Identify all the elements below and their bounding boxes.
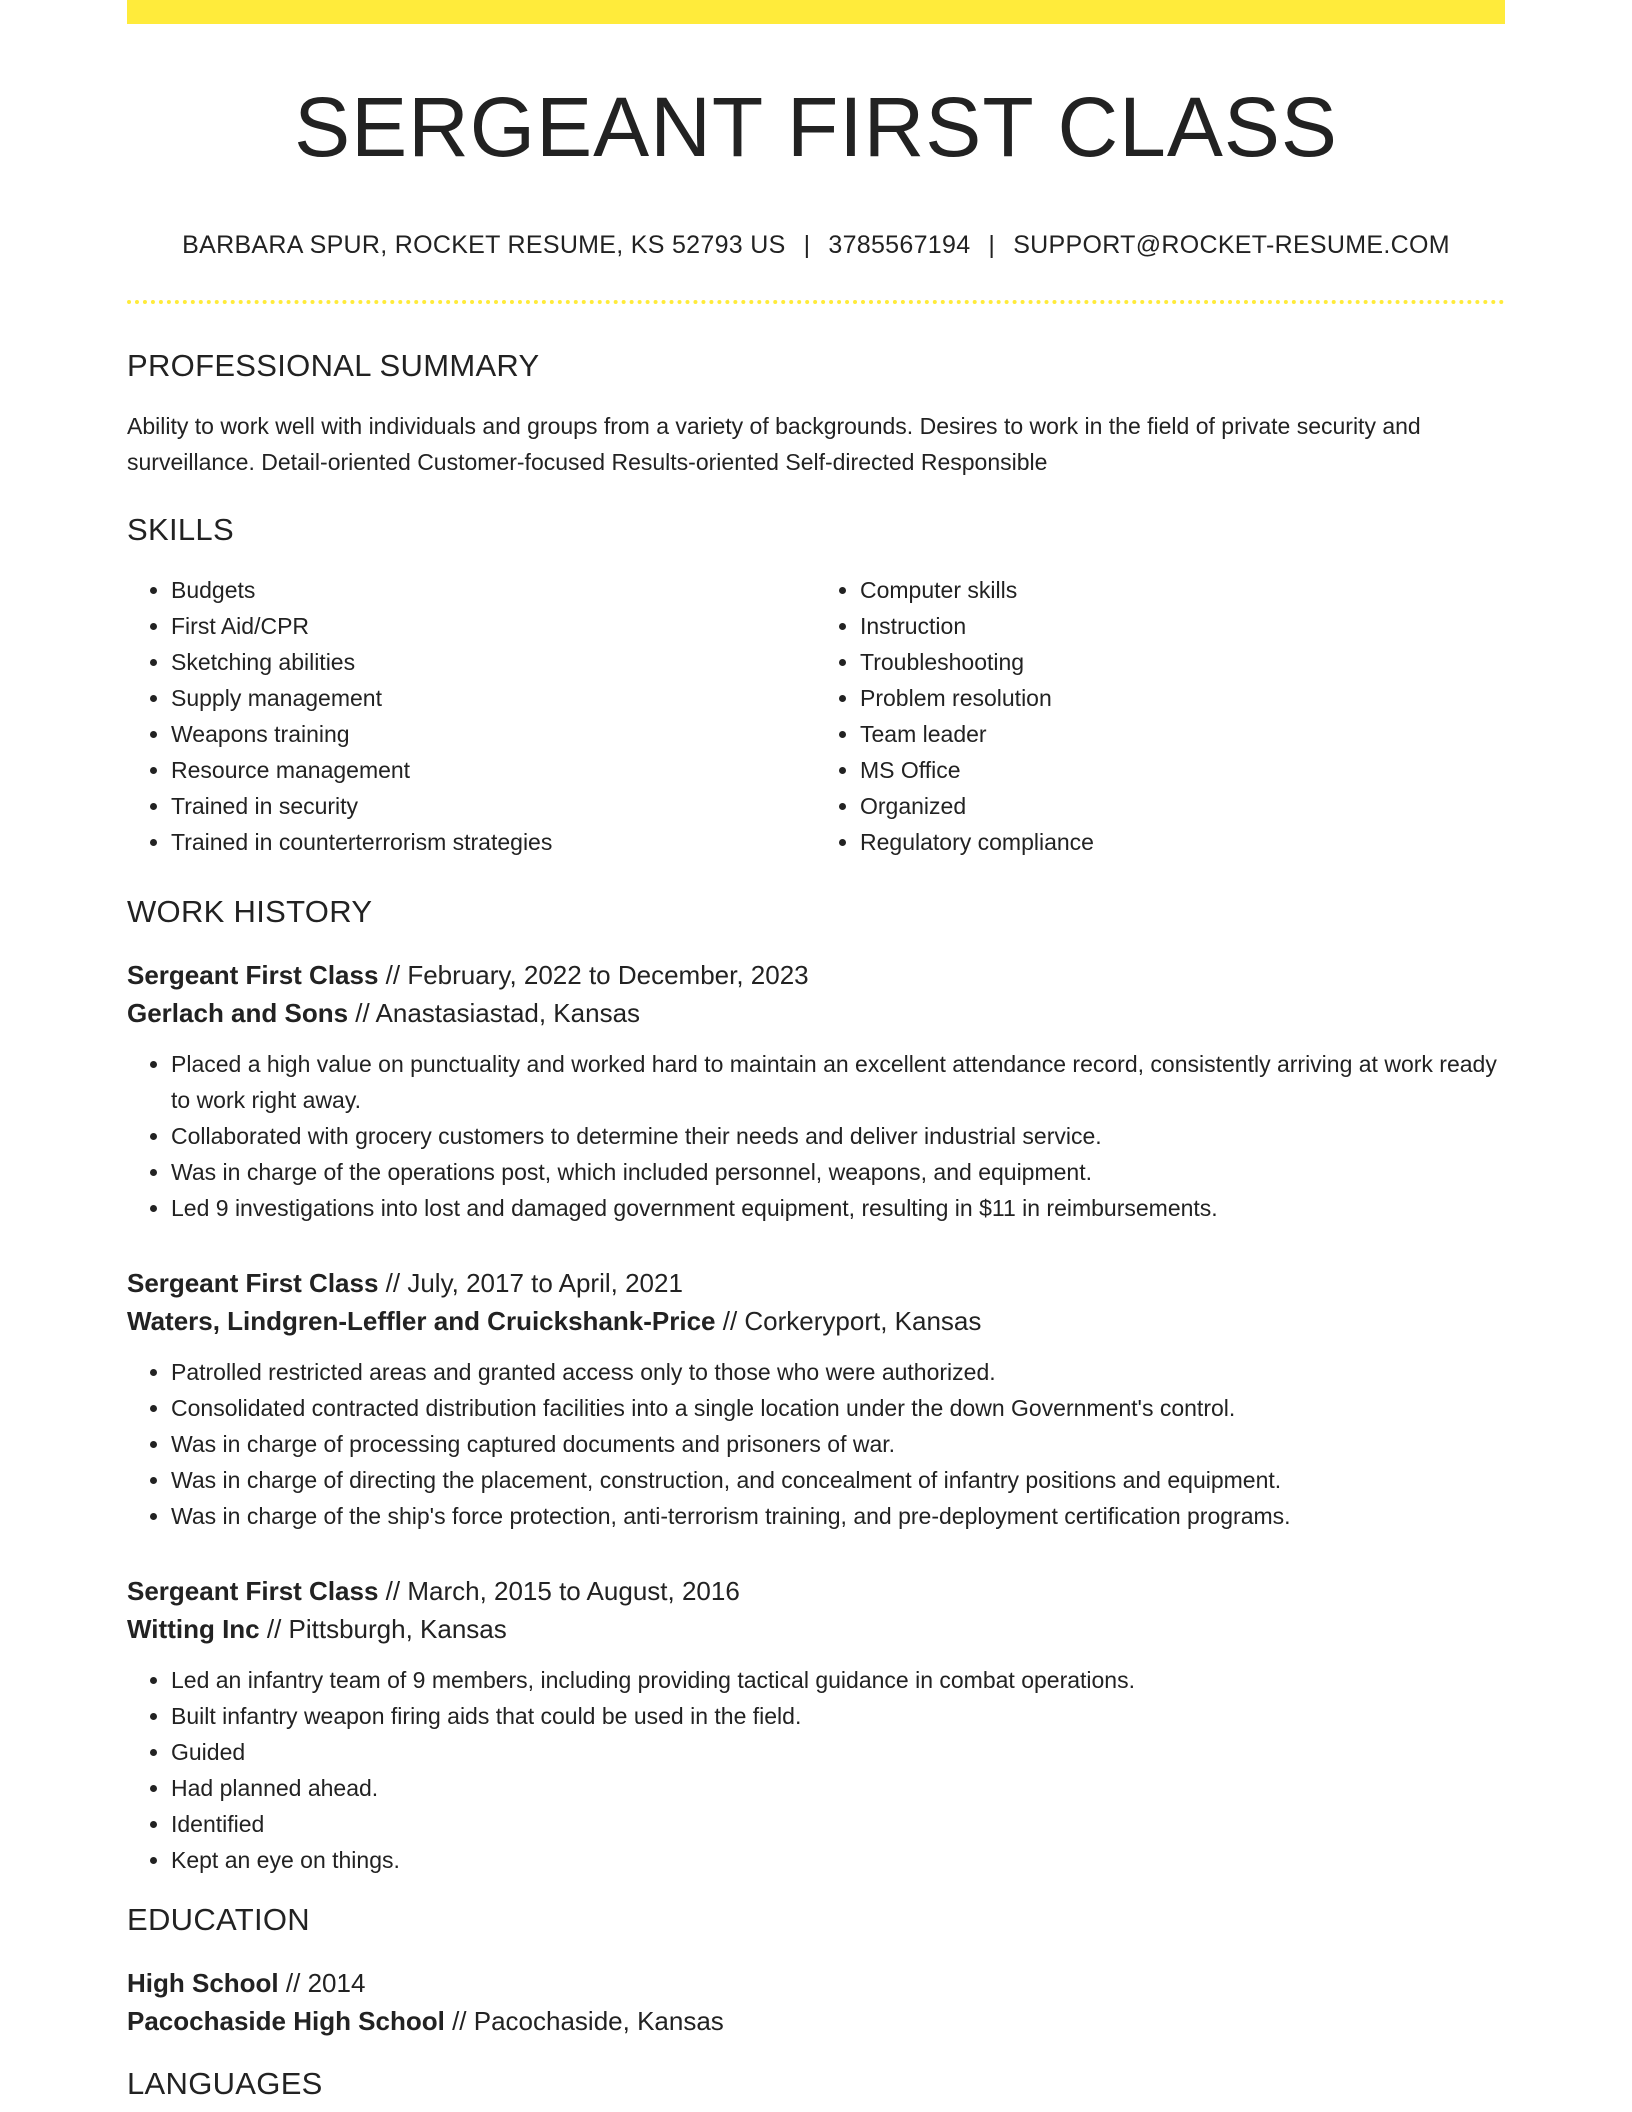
skills-grid: [127, 572, 1505, 860]
education-heading: EDUCATION: [127, 1902, 310, 1938]
job-company-line: [127, 1302, 1505, 1340]
skill-item: • Troubleshooting: [860, 644, 1505, 680]
skill-item: • Weapons training: [171, 716, 816, 752]
skill-item: • Problem resolution: [860, 680, 1505, 716]
skill-item: • Computer skills: [860, 572, 1505, 608]
job-bullet: • Was in charge of processing captured documents and prisoners of war.: [171, 1426, 1505, 1462]
job-bullet: • Was in charge of directing the placement, construction, and concealment of infantry positions and equipment.: [171, 1462, 1505, 1498]
job-bullet: • Collaborated with grocery customers to determine their needs and deliver industrial service.: [171, 1118, 1505, 1154]
job-location: // Anastasiastad, Kansas: [348, 998, 641, 1029]
skill-item: • MS Office: [860, 752, 1505, 788]
education-year: // 2014: [278, 1968, 366, 1999]
resume-name-heading: SERGEANT FIRST CLASS: [294, 80, 1338, 174]
job-bullet: • Had planned ahead.: [171, 1770, 1505, 1806]
accent-top-bar: [127, 0, 1505, 24]
resume-page: [127, 0, 1505, 2102]
contact-separator: |: [803, 231, 811, 260]
skill-item: • Resource management: [171, 752, 816, 788]
skills-list-left: [127, 572, 816, 860]
job-bullet: • Was in charge of the ship's force protection, anti-terrorism training, and pre-deployment certification programs.: [171, 1498, 1505, 1534]
job-bullet: • Led 9 investigations into lost and damaged government equipment, resulting in $11 in reimbursements.: [171, 1190, 1505, 1226]
job-company: Waters, Lindgren-Leffler and Cruickshank-Price: [127, 1306, 716, 1337]
job-dates: // March, 2015 to August, 2016: [378, 1576, 740, 1607]
education-school: Pacochaside High School: [127, 2006, 445, 2037]
languages-heading: LANGUAGES: [127, 2066, 323, 2102]
summary-heading: PROFESSIONAL SUMMARY: [127, 348, 540, 384]
contact-separator: |: [988, 231, 996, 260]
job-entry: [127, 1264, 1505, 1534]
job-dates: // July, 2017 to April, 2021: [378, 1268, 683, 1299]
job-bullets: [127, 1354, 1505, 1534]
job-bullet: • Consolidated contracted distribution facilities into a single location under the down Government's control.: [171, 1390, 1505, 1426]
skills-list-right: [816, 572, 1505, 860]
job-location: // Corkeryport, Kansas: [715, 1306, 982, 1337]
contact-phone: 3785567194: [828, 231, 971, 260]
contact-address: BARBARA SPUR, ROCKET RESUME, KS 52793 US: [182, 231, 786, 260]
job-bullet: • Built infantry weapon firing aids that could be used in the field.: [171, 1698, 1505, 1734]
skill-item: • Supply management: [171, 680, 816, 716]
education-degree-line: [127, 1964, 1505, 2002]
job-title-line: [127, 1264, 1505, 1302]
education-entry: [127, 1964, 1505, 2040]
skill-item: • Team leader: [860, 716, 1505, 752]
job-bullets: [127, 1662, 1505, 1878]
job-bullet: • Kept an eye on things.: [171, 1842, 1505, 1878]
job-entry: [127, 1572, 1505, 1878]
job-bullet: • Placed a high value on punctuality and worked hard to maintain an excellent attendance record, consistently arriving at work ready to work right away.: [171, 1046, 1505, 1118]
job-company-line: [127, 1610, 1505, 1648]
dotted-divider: [127, 300, 1505, 304]
job-bullets: [127, 1046, 1505, 1226]
job-bullet: • Was in charge of the operations post, which included personnel, weapons, and equipment.: [171, 1154, 1505, 1190]
skill-item: • Budgets: [171, 572, 816, 608]
work-history-heading: WORK HISTORY: [127, 894, 373, 930]
skills-heading: SKILLS: [127, 512, 234, 548]
job-bullet: • Patrolled restricted areas and granted access only to those who were authorized.: [171, 1354, 1505, 1390]
job-role: Sergeant First Class: [127, 960, 379, 991]
job-role: Sergeant First Class: [127, 1268, 379, 1299]
skill-item: • First Aid/CPR: [171, 608, 816, 644]
education-degree: High School: [127, 1968, 279, 1999]
job-bullet: • Led an infantry team of 9 members, including providing tactical guidance in combat operations.: [171, 1662, 1505, 1698]
job-company-line: [127, 994, 1505, 1032]
skill-item: • Sketching abilities: [171, 644, 816, 680]
contact-email: SUPPORT@ROCKET-RESUME.COM: [1013, 231, 1450, 260]
job-company: Gerlach and Sons: [127, 998, 349, 1029]
skill-item: • Trained in security: [171, 788, 816, 824]
job-bullet: • Identified: [171, 1806, 1505, 1842]
skill-item: • Instruction: [860, 608, 1505, 644]
job-dates: // February, 2022 to December, 2023: [378, 960, 809, 991]
summary-text: Ability to work well with individuals and groups from a variety of backgrounds. Desires to work in the field of private security and surveillance. Detail-oriented Customer-focused Results-oriented Self-directed Responsible: [127, 413, 1421, 476]
job-bullet: • Guided: [171, 1734, 1505, 1770]
skill-item: • Trained in counterterrorism strategies: [171, 824, 816, 860]
skill-item: • Organized: [860, 788, 1505, 824]
education-location: // Pacochaside, Kansas: [444, 2006, 724, 2037]
job-title-line: [127, 956, 1505, 994]
job-entry: [127, 956, 1505, 1226]
job-location: // Pittsburgh, Kansas: [259, 1614, 507, 1645]
education-school-line: [127, 2002, 1505, 2040]
job-title-line: [127, 1572, 1505, 1610]
contact-line: [127, 231, 1505, 260]
job-role: Sergeant First Class: [127, 1576, 379, 1607]
job-company: Witting Inc: [127, 1614, 260, 1645]
skill-item: • Regulatory compliance: [860, 824, 1505, 860]
